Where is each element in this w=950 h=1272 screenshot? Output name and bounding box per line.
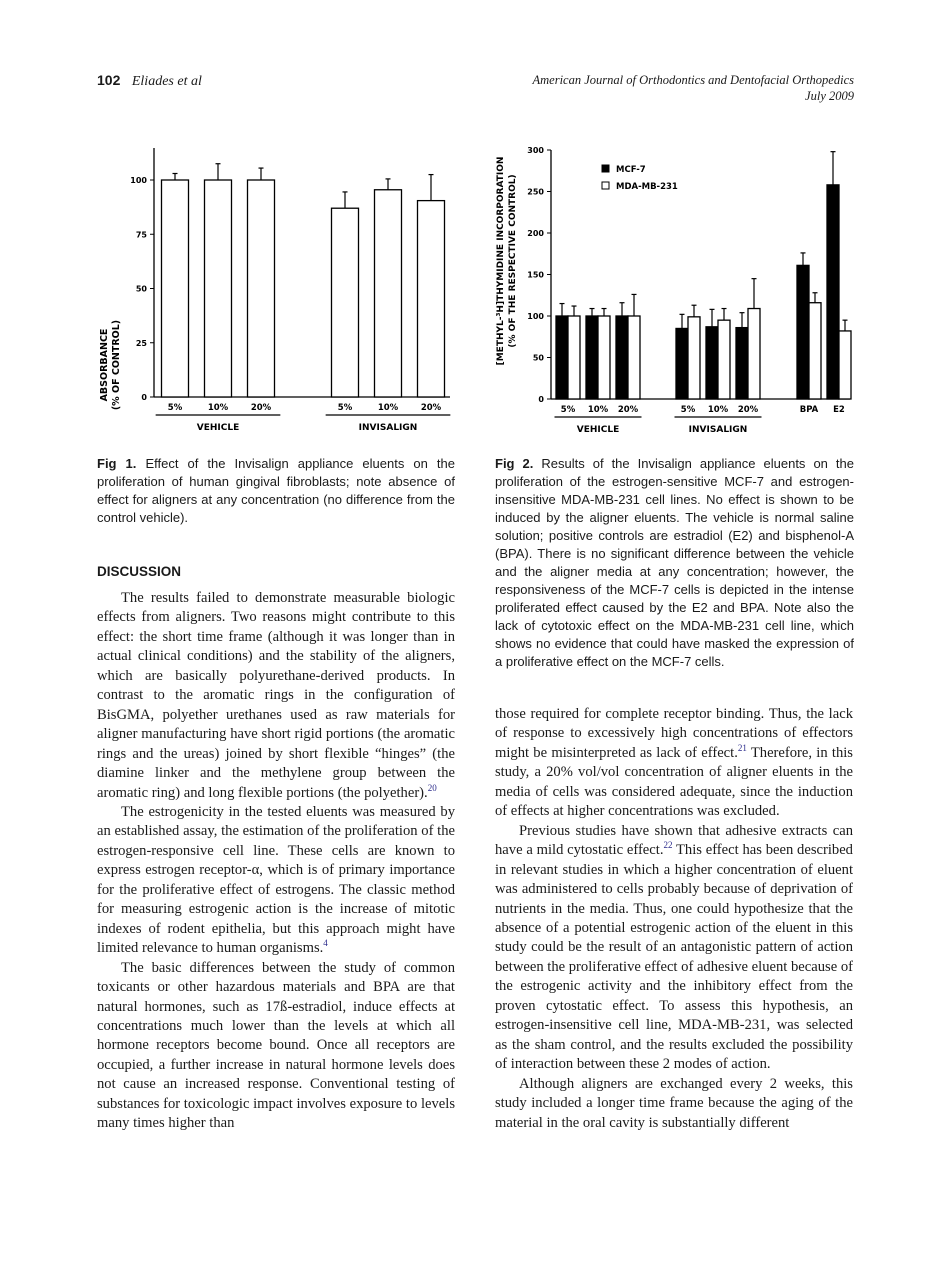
legend-label: MCF-7	[616, 165, 646, 175]
y-tick-label: 50	[135, 284, 147, 294]
y-tick-label: 75	[135, 230, 147, 240]
fig1-ylabel-line1: ABSORBANCE	[99, 328, 110, 402]
bar	[718, 320, 730, 399]
x-tick-label: 10%	[377, 403, 399, 413]
running-header-right	[533, 72, 855, 104]
y-tick-label: 50	[532, 353, 544, 363]
y-tick-label: 150	[527, 270, 544, 280]
legend-label: MDA-MB-231	[616, 182, 678, 192]
page-number: 102	[97, 72, 121, 88]
bar	[598, 316, 610, 399]
journal-title: American Journal of Orthodontics and Dentofacial Orthopedics	[532, 73, 854, 87]
x-tick-label: 5%	[337, 403, 353, 413]
y-tick-label: 100	[527, 312, 544, 321]
bar	[162, 180, 189, 397]
paragraph: those required for complete receptor binding. Thus, the lack of response to excessively high concentrations of effectors might be misinterpreted as lack of effect.$^{21}$ Therefore, in this study, a 20% vol/vol concentration of aligner eluents in the media of cells was considered adequate, since the induction of effects at higher concentrations was excluded.	[495, 706, 853, 820]
y-tick-label: 100	[130, 176, 147, 185]
bar	[556, 316, 568, 399]
group-label: VEHICLE	[196, 423, 240, 433]
bar	[748, 309, 760, 399]
fig1-caption-label: Fig 1.	[97, 456, 137, 471]
x-tick-label: 20%	[420, 403, 442, 413]
paragraph: The results failed to demonstrate measurable biologic effects from aligners. Two reasons might contribute to this effect: the short time frame (although it was longer than in actual clinical conditions) and the stability of the aligners, which are basically polyurethane-derived products. In contrast to the aromatic rings in the configuration of BisGMA, polyether urethanes used as raw materials for aligner manufacturing have short rigid portions (the aromatic rings and the ureas) joined by short flexible “hinges” (the diamine linker and the methylene group between the aromatic ring) and long flexible portions (the polyether).$^{20}$	[97, 590, 455, 801]
left-column-text	[97, 589, 455, 1134]
running-authors: Eliades et al	[131, 74, 202, 89]
bar	[797, 265, 809, 399]
y-tick-label: 300	[527, 146, 544, 155]
paragraph: Previous studies have shown that adhesive extracts can have a mild cytostatic effect.$^{22}$ This effect has been described in relevant studies in which a higher concentration of eluent was administered to cells probably because of deprivation of nutrients in the media. Thus, one could hypothesize that the absence of a potential estrogenic action of the eluent in this study could be the result of an antagonistic pattern of action between the proliferative effect of adhesive eluent because of the estrogenic activity and the inhibitory effect from the proven cytostatic effect. To assess this hypothesis, an estrogen-insensitive cell line, MDA-MB-231, was selected as the sham control, and the results excluded the possibility of interaction between these 2 modes of action.	[495, 822, 853, 1073]
fig2-caption-label: Fig 2.	[495, 456, 534, 471]
right-column-text	[495, 705, 853, 1133]
x-tick-label: 10%	[207, 403, 229, 413]
bar	[616, 316, 628, 399]
reference-link[interactable]: 4	[323, 938, 328, 949]
running-header-left	[97, 72, 202, 90]
figure-1-chart	[95, 140, 465, 440]
reference-link[interactable]: 21	[737, 743, 747, 754]
legend-swatch	[602, 165, 609, 172]
bar	[706, 327, 718, 399]
x-tick-label: E2	[833, 405, 845, 415]
x-tick-label: 5%	[560, 405, 576, 415]
x-tick-label: 5%	[680, 405, 696, 415]
bar	[628, 316, 640, 399]
bar	[688, 317, 700, 399]
group-label: INVISALIGN	[688, 425, 748, 435]
x-tick-label: 10%	[587, 405, 609, 415]
fig2-ylabel-line1: [METHYL-³H]THYMIDINE INCORPORATION	[496, 156, 506, 366]
fig1-caption-text: Effect of the Invisalign appliance eluents on the proliferation of human gingival fibroblasts; note absence of effect for aligners at any concentration (no difference from the control vehicle).	[97, 456, 455, 525]
y-tick-label: 0	[538, 395, 544, 404]
paragraph: Although aligners are exchanged every 2 weeks, this study included a longer time frame because the aging of the material in the oral cavity is substantially different	[495, 1075, 853, 1131]
fig2-caption-text: Results of the Invisalign appliance eluents on the proliferation of the estrogen-sensitive MCF-7 and estrogen-insensitive MDA-MB-231 cell lines. No effect is shown to be induced by the aligner eluents. The vehicle is normal saline solution; positive controls are estradiol (E2) and bisphenol-A (BPA). There is no significant difference between the vehicle and the aligner media at any concentration; however, the responsiveness of the MCF-7 cells is depicted in the intense proliferated effect caused by the E2 and BPA. Note also the lack of cytotoxic effect on the MDA-MB-231 cell line, which shows no evidence that could have masked the expression of a proliferative effect on the MCF-7 cells.	[495, 456, 854, 669]
fig2-ylabel-line2: (% OF THE RESPECTIVE CONTROL)	[508, 174, 518, 348]
x-tick-label: 20%	[617, 405, 639, 415]
x-tick-label: BPA	[799, 405, 819, 415]
bar	[205, 180, 232, 397]
x-tick-label: 10%	[707, 405, 729, 415]
group-label: VEHICLE	[576, 425, 620, 435]
bar	[248, 180, 275, 397]
issue-date: July 2009	[805, 89, 854, 103]
y-tick-label: 0	[141, 393, 147, 402]
figure-1-caption	[97, 455, 455, 527]
y-tick-label: 200	[527, 229, 544, 238]
x-tick-label: 20%	[737, 405, 759, 415]
bar	[676, 328, 688, 399]
figure-2-caption	[495, 455, 854, 671]
figure-2-chart	[490, 140, 860, 440]
fig1-ylabel-line2: (% OF CONTROL)	[111, 319, 122, 411]
group-label: INVISALIGN	[358, 423, 418, 433]
y-tick-label: 250	[527, 187, 544, 197]
bar	[568, 316, 580, 399]
bar	[332, 208, 359, 397]
section-heading-discussion: DISCUSSION	[97, 564, 182, 579]
paragraph: The estrogenicity in the tested eluents was measured by an established assay, the estimation of the proliferation of the estrogen-responsive cell line. These cells are known to express estrogen receptor-α, which is of primary importance for the proliferative effect of estrogens. The classic method for measuring estrogenic action is the increase of mitotic indexes of rodent epithelia, but this approach might have limited relevance to human organisms.$^4$	[97, 803, 455, 957]
reference-link[interactable]: 22	[663, 840, 673, 851]
bar	[736, 328, 748, 399]
x-tick-label: 5%	[167, 403, 183, 413]
bar	[586, 316, 598, 399]
bar	[375, 190, 402, 397]
reference-link[interactable]: 20	[427, 782, 437, 793]
y-tick-label: 25	[135, 338, 147, 348]
bar	[418, 201, 445, 397]
bar	[839, 331, 851, 399]
x-tick-label: 20%	[250, 403, 272, 413]
bar	[809, 303, 821, 399]
paragraph: The basic differences between the study of common toxicants or other hazardous materials and BPA are that natural hormones, such as 17ß-estradiol, induce effects at concentrations much lower than the levels at which all hormone receptors become bound. Once all receptors are occupied, a further increase in natural hormone levels does not cause an increased response. Conventional testing of substances for toxicologic impact involves exposure to levels many times higher than	[97, 959, 455, 1132]
legend-swatch	[602, 182, 609, 189]
bar	[827, 185, 839, 399]
